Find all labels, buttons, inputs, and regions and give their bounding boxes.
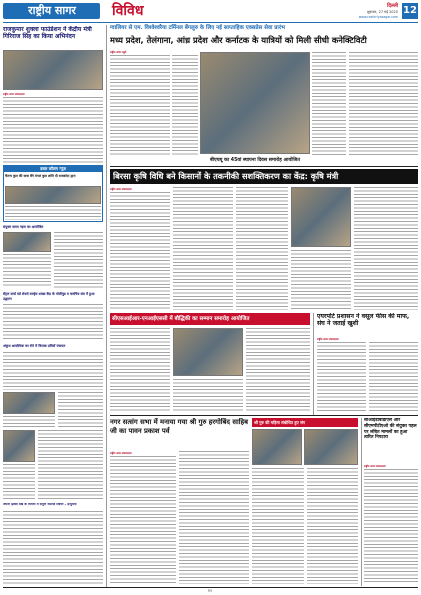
top-kicker: ग्वालियर से एम. विश्वेश्वरैया टर्मिनल बेंगलुरु के लिए नई साप्ताहिक एक्सप्रेस सेवा प्रारंभ: [110, 25, 285, 31]
paper-name: राष्ट्रीय सागर: [28, 4, 76, 17]
left-story2-photo: [3, 232, 51, 252]
left-box-body: [5, 206, 101, 220]
lead-body-col4: [291, 250, 351, 310]
left-story4-headline: अंकुश आवश्यिक का रोते में किताब प्रतिवाँ पंचायत: [3, 344, 66, 348]
left-story1-photo: [3, 50, 103, 90]
page-number: 12: [402, 3, 418, 19]
right-body-col2: [369, 342, 418, 412]
mid-body-col2: [173, 379, 243, 412]
left-story5-body: [38, 430, 103, 500]
left-story2-body: [54, 232, 103, 288]
website-label: www.rashtriyasagar.com: [358, 15, 398, 19]
left-box-title: डबल कॉलम न्यूज़: [3, 165, 103, 172]
bottom-left-photo1: [252, 429, 302, 465]
bottom-left-red-strip-text: श्री गुरु की महिमा संबोधित हुए संग: [254, 420, 306, 425]
masthead: [0, 0, 421, 22]
left-story3-headline: सेंट्रल वर्ल्ड वर्ड शेयर्स वर्ल्ड्स शाखा केंद्र के मोलीवुड व चलचित्र संघ में हुआ उद्घाटन: [3, 292, 95, 301]
bottom-left-body-col4: [307, 468, 358, 584]
mid-rule: [110, 415, 418, 416]
left-story1-byline: राष्ट्रीय सागर संवाददाता: [3, 93, 25, 96]
mid-photo: [173, 328, 243, 376]
top-photo-caption: बीएचयू का 45वां स्थापना दिवस समारोह आयोजित: [210, 158, 300, 163]
lead-body-col2: [173, 187, 233, 310]
left-story5-body-c: [3, 511, 103, 585]
bottom-right-body: [364, 469, 418, 584]
left-story1-body: [3, 97, 103, 163]
left-story4-body: [3, 352, 103, 390]
top-rule: [110, 166, 418, 167]
left-story4-photo: [3, 392, 55, 414]
right-column-divider: [313, 313, 314, 416]
lead-photo: [291, 187, 351, 247]
section-name: विविध: [112, 3, 144, 19]
right-headline: एयरपोर्ट प्रशासन ने वसूल फीस की माफ, संघ ने जताई खुशी: [317, 313, 410, 328]
left-story5-body-b: [3, 464, 35, 500]
left-story3-body: [3, 304, 103, 340]
bottom-right-headline: सीआईडीबीडीएस और सीएमपीटीएओ की संयुक्त पहल पर लंबित मामलों का हुआ त्वरित निपटारा: [364, 418, 417, 441]
top-headline: मध्य प्रदेश, तेलंगाना, आंध्र प्रदेश और कर्नाटक के यात्रियों को मिली सीधी कनेक्टिविटी: [110, 35, 367, 45]
bottom-right-divider: [361, 418, 362, 586]
lead-body-col5: [354, 187, 418, 310]
left-story4-body-c: [3, 416, 55, 428]
lead-body-col3: [236, 187, 288, 310]
bottom-left-body-col3: [252, 468, 304, 584]
left-story2-headline: संयुक्त सराय नहरा का आयोजित: [3, 225, 44, 229]
left-story5-photo: [3, 430, 35, 462]
bottom-left-body-col1: [110, 456, 176, 584]
left-story1-headline: राजकुमार शुक्ला फाउंडेशन ने केंद्रीय मंत्री गिरिराज सिंह का किया अभिनंदन: [3, 26, 92, 41]
date-label: शुक्रवार, 27 मई 2025: [367, 10, 398, 14]
top-body-col1: [110, 55, 170, 155]
top-body-col2: [172, 55, 198, 155]
left-box-photo: [5, 186, 101, 204]
footer-page-mark: १२: [207, 588, 213, 593]
bottom-left-photo2: [304, 429, 358, 465]
mid-body-col3: [246, 328, 310, 412]
city-label: दिल्ली: [387, 3, 398, 9]
top-photo: [200, 52, 310, 154]
lead-body-col1: [110, 192, 170, 310]
bottom-left-byline: राष्ट्रीय सागर संवाददाता: [110, 452, 132, 455]
right-body-col1: [317, 342, 366, 412]
masthead-rule: [3, 22, 418, 23]
bottom-left-body-col2: [179, 451, 249, 584]
red-banner-text: सीएसआईआर-एनआईएससी में बौद्धिकी का सम्मान समारोह आयोजित: [112, 316, 250, 322]
bottom-right-byline: राष्ट्रीय सागर संवाददाता: [364, 465, 386, 468]
left-column-divider: [106, 25, 107, 587]
lead-byline: राष्ट्रीय सागर संवाददाता: [110, 188, 132, 191]
top-byline: राष्ट्रीय सागर ब्यूरो: [110, 51, 127, 54]
lead-headline: बिरसा कृषि विधि बने किसानों के तकनीकी सशक्तिकरण का केंद्र: कृषि मंत्री: [113, 171, 339, 181]
left-story5-headline: अपनी झांसी देखे के विमान में संपूर्ण नेडिन्ज़ शिविर – इन्दुमती: [3, 503, 77, 506]
left-story4-body-b: [58, 392, 103, 428]
top-body-col4: [349, 52, 418, 155]
bottom-left-headline: नगर सत्संग सभा में मनाया गया श्री गुरु हरगोबिंद साहिब जी का पावन प्रकाश पर्व: [110, 418, 248, 435]
top-body-col3: [312, 52, 346, 155]
left-box-item1: चैतन्य कुल की यात्रा बेंगे मंगलं कुल शांति दी राजकोटा द्वारा: [5, 174, 76, 178]
left-story2-body-b: [3, 254, 51, 288]
right-byline: राष्ट्रीय सागर संवाददाता: [317, 338, 339, 341]
mid-body-col1: [110, 328, 170, 412]
